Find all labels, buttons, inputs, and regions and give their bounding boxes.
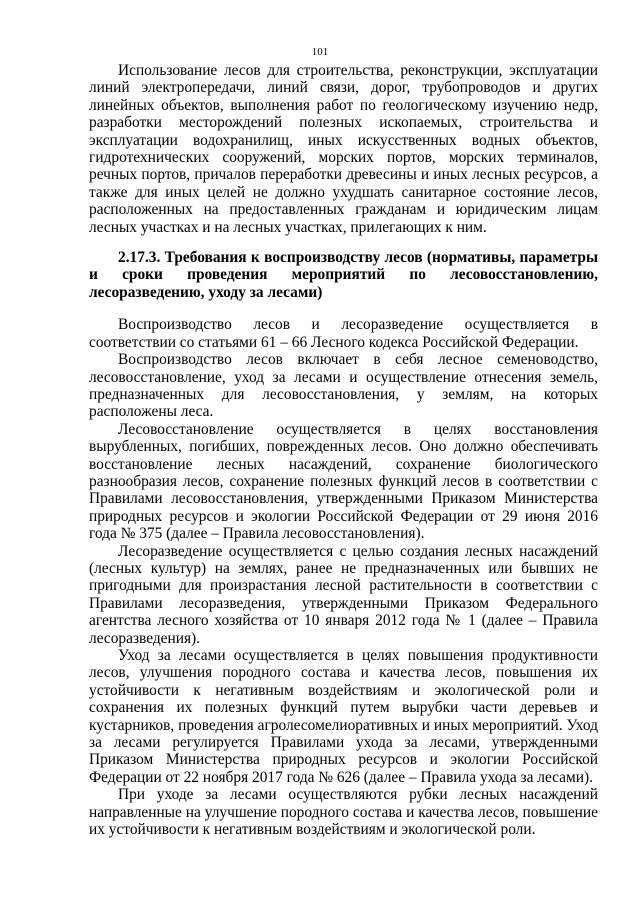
- paragraph-forest-use-restrictions: Использование лесов для строительства, реконструкции, эксплуатации линий электропередачи, линий связи, дорог, трубопроводов и других линейных объектов, выполнения работ по геологическому изучению недр, разработки месторождений полезных ископаемых, строительства и эксплуатации водохранилищ, иных искусственных водных объектов, гидротехнических сооружений, морских портов, морских терминалов, речных портов, причалов переработки древесины и иных лесных ресурсов, а также для иных целей не должно ухудшать санитарное состояние лесов, расположенных на предоставленных гражданам и юридическим лицам лесных участках и на лесных участках, прилегающих к ним.: [89, 62, 598, 236]
- paragraph-reproduction-basis: Воспроизводство лесов и лесоразведение осуществляется в соответствии со статьями 61 – 66 Лесного кодекса Российской Федерации.: [89, 316, 598, 351]
- section-heading-2-17-3: 2.17.3. Требования к воспроизводству лесов (нормативы, параметры и сроки проведения мероприятий по лесовосстановлению, лесоразведению, уходу за лесами): [89, 249, 598, 301]
- paragraph-forest-care: Уход за лесами осуществляется в целях повышения продуктивности лесов, улучшения породного состава и качества лесов, повышения их устойчивости к негативным воздействиям и экологической роли и сохранения их полезных функций путем вырубки части деревьев и кустарников, проведения агролесомелиоративных и иных мероприятий. Уход за лесами регулируется Правилами ухода за лесами, утвержденными Приказом Министерства природных ресурсов и экологии Российской Федерации от 22 ноября 2017 года № 626 (далее – Правила ухода за лесами).: [89, 647, 598, 786]
- paragraph-care-cuttings: При уходе за лесами осуществляются рубки лесных насаждений направленные на улучшение породного состава и качества лесов, повышение их устойчивости к негативным воздействиям и экологической роли.: [89, 786, 598, 839]
- page-number: 101: [311, 46, 329, 58]
- paragraph-afforestation: Лесоразведение осуществляется с целью создания лесных насаждений (лесных культур) на землях, ранее не предназначенных или бывших не пригодными для произрастания лесной растительности в соответствии с Правилами лесоразведения, утвержденными Приказом Федерального агентства лесного хозяйства от 10 января 2012 года № 1 (далее – Правила лесоразведения).: [89, 542, 598, 647]
- document-body: [89, 62, 598, 838]
- paragraph-reforestation: Лесовосстановление осуществляется в целях восстановления вырубленных, погибших, поврежденных лесов. Оно должно обеспечивать восстановление лесных насаждений, сохранение биологического разнообразия лесов, сохранение полезных функций лесов в соответствии с Правилами лесовосстановления, утвержденными Приказом Министерства природных ресурсов и экологии Российской Федерации от 29 июня 2016 года № 375 (далее – Правила лесовосстановления).: [89, 420, 598, 543]
- paragraph-reproduction-includes: Воспроизводство лесов включает в себя лесное семеноводство, лесовосстановление, уход за лесами и осуществление отнесения земель, предназначенных для лесовосстановления, у землям, на которых расположены леса.: [89, 351, 598, 421]
